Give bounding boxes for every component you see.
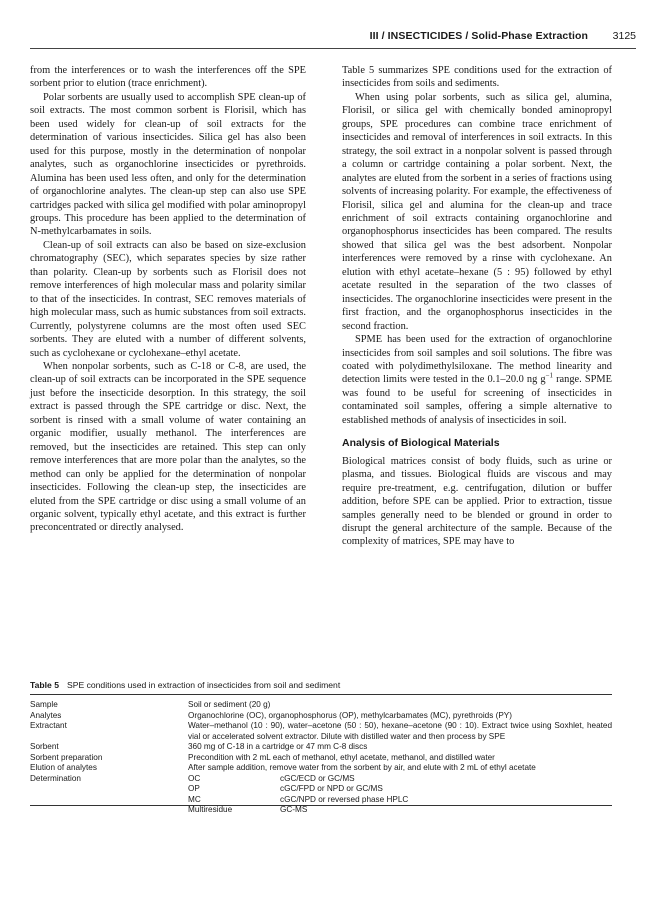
table-caption-text: SPE conditions used in extraction of insecticides from soil and sediment [66,680,341,690]
table-row-key: Sorbent [30,742,59,751]
right-paragraph-1: Table 5 summarizes SPE conditions used for the extraction of insecticides from soils and sediments. [342,65,612,90]
table-row-key: Sorbent preparation [30,752,103,762]
determination-method: cGC/NPD or reversed phase HPLC [280,794,409,804]
determination-list [188,774,612,816]
unit-exponent: −1 [545,371,554,380]
table-row [30,700,612,711]
left-paragraph-2: Polar sorbents are usually used to accomplish SPE clean-up of soil extracts. The most common sorbent is Florisil, which has been used widely for clean-up of soil extracts for the determination of various insecticides. Silica gel has also been used for this purpose, mostly in the determination of nonpolar analytes, such as organochlorine insecticides or pyrethroids. Alumina has been used less often, and only for the determination of organochlorine analytes. The clean-up step can also use SPE cartridges packed with silica gel modified with polar aminopropyl groups. This procedure has been applied to the determination of N-methylcarbamates in soils. [30,91,306,238]
determination-item [188,774,612,785]
table-row-value: Water–methanol (10 : 90), water–acetone (50 : 50), hexane–acetone (90 : 10). Extract twice using Soxhlet, heated vial or accelerated solvent extractor. Dilute with distilled water and then process by SPE [188,721,612,741]
table-row [30,763,612,774]
determination-item [188,805,612,816]
table-row [30,742,612,753]
left-paragraph-4: When nonpolar sorbents, such as C-18 or C-8, are used, the clean-up of soil extracts can be incorporated in the SPE sequence just before the insecticide desorption. In this strategy, the soil extract is passed through the SPE cartridge or disc. Next, the sorbent is rinsed with a small volume of water containing an organic modifier, usually methanol. The interferences are removed, but the insecticides are retained. This step can only remove interferences that are more polar than the analytes, so the method can only be applied for the determination of nonpolar insecticides. Following the clean-up step, the insecticides are eluted from the SPE cartridge or disc using a small volume of an organic solvent, typically ethyl acetate, and this extract is further preconcentrated or directly analysed. [30,360,306,534]
table-row [30,753,612,764]
determination-method: GC-MS [280,805,308,814]
section-heading: Analysis of Biological Materials [342,437,500,450]
right-column [342,64,612,549]
table-row-determination [30,774,612,816]
determination-analyte: Multiresidue [188,805,233,814]
table-row-value: Precondition with 2 mL each of methanol, ethyl acetate, methanol, and distilled water [188,752,495,762]
determination-item [188,795,612,806]
right-paragraph-3 [342,333,612,427]
table-row-key: Determination [30,773,81,783]
spe-conditions-table [30,700,612,816]
table-row-value: Soil or sediment (20 g) [188,700,271,709]
table-bottom-rule [30,805,612,806]
left-column [30,64,306,535]
table-row-key: Sample [30,700,58,709]
table-row-key: Analytes [30,710,62,720]
table-label: Table 5 [30,680,59,690]
table-row-value: Organochlorine (OC), organophosphorus (OP), methylcarbamates (MC), pyrethroids (PY) [188,710,512,720]
page-number: 3125 [612,30,636,42]
table-row-key: Elution of analytes [30,763,97,772]
right-paragraph-3-end: range. SPME was found to be useful for screening of insecticides in contaminated soil samples, offering a simple alternative to established methods of analysis of insecticides in soil. [342,374,612,426]
determination-item [188,784,612,795]
right-paragraph-4: Biological matrices consist of body fluids, such as urine or plasma, and tissues. Biological fluids are viscous and may require pre-treatment, e.g. centrifugation, dilution or buffer addition, before SPE can be applied. Prior to extraction, tissue samples generally need to be blended or ground in order to disrupt the general architecture of the sample. Because of the complexity of matrices, SPE may have to [342,455,612,548]
right-paragraph-3-start: SPME has been used for the extraction of organochlorine insecticides from soil samples and soil solutions. The fibre was coated with polydimethylsiloxane. The method linearity and detection limits were tested in the 0.1–20.0 ng g [342,334,612,386]
left-paragraph-1: from the interferences or to wash the interferences off the SPE sorbent prior to elution (trace enrichment). [30,65,306,90]
table-row-value: After sample addition, remove water from the sorbent by air, and elute with 2 mL of ethyl acetate [188,763,536,772]
running-header-title: III / INSECTICIDES / Solid-Phase Extraction [369,30,588,42]
left-paragraph-3: Clean-up of soil extracts can also be based on size-exclusion chromatography (SEC), which separates species by size rather than polarity. Clean-up by sorbents such as Florisil does not remove interferences of high molecular mass and polarity similar to that of the insecticides. In contrast, SEC removes materials of high molecular mass, such as humic substances from soil extracts. Currently, polystyrene columns are the most often used SEC sorbents. They are eluted with a number of different solvents, such as cyclohexane or cyclohexane–ethyl acetate. [30,239,306,359]
determination-analyte: MC [188,794,201,804]
table-top-rule [30,694,612,695]
table-row-value: 360 mg of C-18 in a cartridge or 47 mm C-8 discs [188,742,368,751]
determination-analyte: OC [188,773,201,783]
determination-analyte: OP [188,784,200,793]
running-header [30,30,636,49]
table-row [30,721,612,742]
right-paragraph-2: When using polar sorbents, such as silica gel, alumina, Florisil, or silica gel with chemically bonded aminopropyl groups, SPE procedures can combine trace enrichment of insecticides and removal of interferences in soil extracts. In this strategy, the soil extract in a nonpolar solvent is passed through a column or cartridge containing a polar sorbent. Next, the analytes are eluted from the sorbent in a series of fractions using solvents of increasing polarity. For example, the effectiveness of Florisil, silica gel and alumina for the clean-up and trace enrichment of soil extracts containing organochlorine and organophosphorus insecticides has been compared. The results showed that silica gel was the best adsorbent. Nonpolar interferences were removed by a rinse with cyclohexane. An elution with ethyl acetate–hexane (5 : 95) followed by ethyl acetate resulted in the separation of the two classes of insecticides. The organochlorine insecticides were present in the first fraction, and the organophosphorus insecticides in the second fraction. [342,91,612,332]
determination-method: cGC/FPD or NPD or GC/MS [280,784,383,793]
table-row [30,711,612,722]
determination-method: cGC/ECD or GC/MS [280,773,355,783]
table-row-key: Extractant [30,721,67,730]
table-caption [30,680,636,690]
